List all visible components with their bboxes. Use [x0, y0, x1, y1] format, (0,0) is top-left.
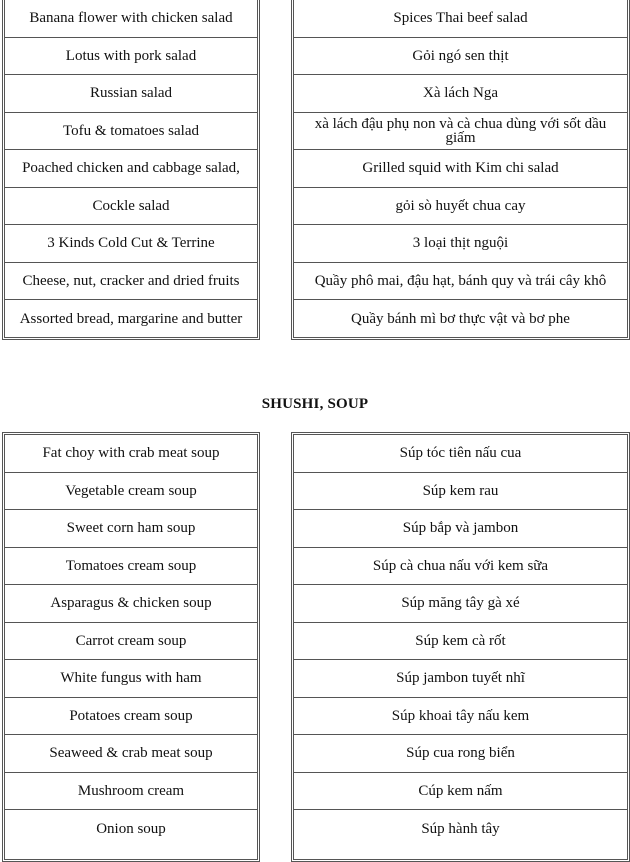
menu-item: Tomatoes cream soup: [5, 548, 257, 586]
menu-item: Súp khoai tây nấu kem: [294, 698, 627, 736]
menu-item: Banana flower with chicken salad: [5, 0, 257, 38]
menu-item: Cheese, nut, cracker and dried fruits: [5, 263, 257, 301]
menu-item: Vegetable cream soup: [5, 473, 257, 511]
menu-item: Grilled squid with Kim chi salad: [294, 150, 627, 188]
menu-item: Assorted bread, margarine and butter: [19, 310, 243, 327]
menu-item: Quầy phô mai, đậu hạt, bánh quy và trái cây khô: [294, 263, 627, 301]
menu-item: Súp jambon tuyết nhĩ: [294, 660, 627, 698]
menu-item: gỏi sò huyết chua cay: [294, 188, 627, 226]
menu-item: Súp hành tây: [421, 820, 500, 837]
menu-item: Súp kem rau: [294, 473, 627, 511]
menu-item: White fungus with ham: [5, 660, 257, 698]
menu-item: 3 Kinds Cold Cut & Terrine: [5, 225, 257, 263]
menu-item: Russian salad: [5, 75, 257, 113]
menu-item: Súp bắp và jambon: [294, 510, 627, 548]
menu-item: Asparagus & chicken soup: [5, 585, 257, 623]
soup-table-english: [2, 432, 260, 862]
menu-item: Fat choy with crab meat soup: [5, 435, 257, 473]
soup-table-vietnamese: [291, 432, 630, 862]
menu-item: Quầy bánh mì bơ thực vật và bơ phe: [351, 310, 570, 327]
menu-item: Cúp kem nấm: [294, 773, 627, 811]
menu-item: Onion soup: [96, 820, 166, 837]
menu-item: Súp cà chua nấu với kem sữa: [294, 548, 627, 586]
menu-item: Gỏi ngó sen thịt: [294, 38, 627, 76]
menu-item: Poached chicken and cabbage salad,: [5, 150, 257, 188]
menu-item: Carrot cream soup: [5, 623, 257, 661]
menu-item: Mushroom cream: [5, 773, 257, 811]
menu-item: Lotus with pork salad: [5, 38, 257, 76]
salad-table-vietnamese: [291, 0, 630, 340]
menu-item: Potatoes cream soup: [5, 698, 257, 736]
salad-table-english: [2, 0, 260, 340]
menu-item: Spices Thai beef salad: [294, 0, 627, 38]
menu-item: 3 loại thịt nguội: [294, 225, 627, 263]
menu-item: Súp cua rong biển: [294, 735, 627, 773]
menu-item: Tofu & tomatoes salad: [5, 113, 257, 151]
menu-item: Seaweed & crab meat soup: [5, 735, 257, 773]
menu-item: Súp tóc tiên nấu cua: [294, 435, 627, 473]
menu-item: xà lách đậu phụ non và cà chua dùng với sốt dầu giấm: [294, 113, 627, 151]
menu-item: Sweet corn ham soup: [5, 510, 257, 548]
section-heading: SHUSHI, SOUP: [261, 396, 369, 412]
menu-item: Xà lách Nga: [294, 75, 627, 113]
menu-item: Cockle salad: [5, 188, 257, 226]
menu-item: Súp măng tây gà xé: [294, 585, 627, 623]
menu-item: Súp kem cà rốt: [294, 623, 627, 661]
